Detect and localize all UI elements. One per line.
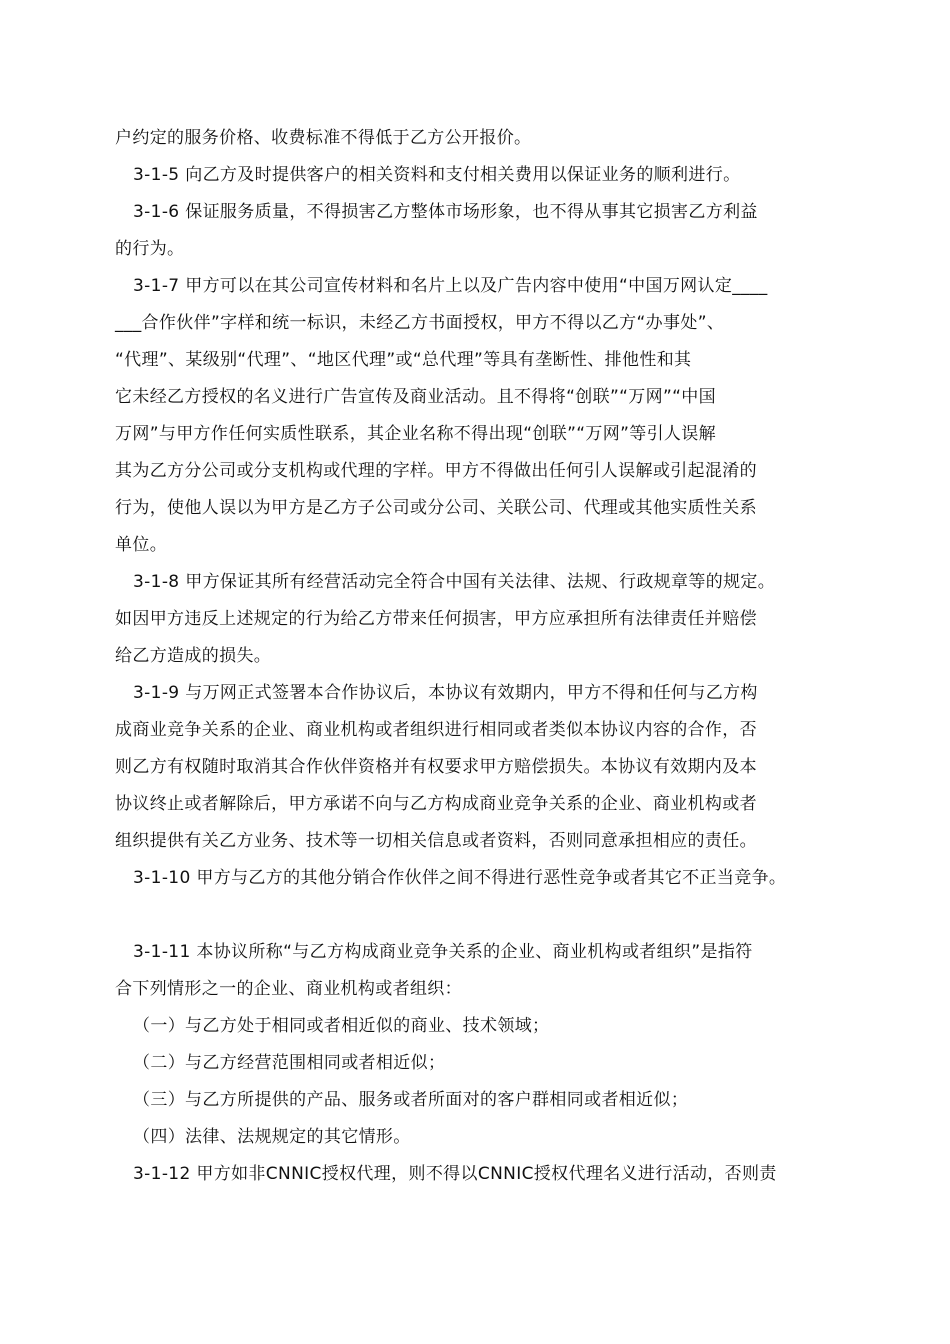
paragraph-line: 给乙方造成的损失。 bbox=[115, 646, 272, 666]
paragraph-line: 它未经乙方授权的名义进行广告宣传及商业活动。且不得将“创联”“万网”“中国 bbox=[115, 387, 716, 407]
clause-3-1-9: 3-1-9 与万网正式签署本合作协议后，本协议有效期内，甲方不得和任何与乙方构 bbox=[133, 683, 758, 703]
clause-3-1-12: 3-1-12 甲方如非CNNIC授权代理，则不得以CNNIC授权代理名义进行活动，否则责 bbox=[133, 1164, 777, 1184]
paragraph-line: 成商业竞争关系的企业、商业机构或者组织进行相同或者类似本协议内容的合作，否 bbox=[115, 720, 757, 740]
paragraph-line: 协议终止或者解除后，甲方承诺不向与乙方构成商业竞争关系的企业、商业机构或者 bbox=[115, 794, 757, 814]
paragraph-line: 组织提供有关乙方业务、技术等一切相关信息或者资料，否则同意承担相应的责任。 bbox=[115, 831, 757, 851]
clause-3-1-7: 3-1-7 甲方可以在其公司宣传材料和名片上以及广告内容中使用“中国万网认定____ bbox=[133, 276, 768, 296]
paragraph-line: 其为乙方分公司或分支机构或代理的字样。甲方不得做出任何引人误解或引起混淆的 bbox=[115, 461, 757, 481]
list-item-4: （四）法律、法规规定的其它情形。 bbox=[133, 1127, 411, 1147]
paragraph-line: 合下列情形之一的企业、商业机构或者组织： bbox=[115, 979, 462, 999]
clause-3-1-6: 3-1-6 保证服务质量，不得损害乙方整体市场形象，也不得从事其它损害乙方利益 bbox=[133, 202, 758, 222]
paragraph-line: ___合作伙伴”字样和统一标识，未经乙方书面授权，甲方不得以乙方“办事处”、 bbox=[115, 313, 725, 333]
paragraph-line: 如因甲方违反上述规定的行为给乙方带来任何损害，甲方应承担所有法律责任并赔偿 bbox=[115, 609, 757, 629]
list-item-1: （一）与乙方处于相同或者相近似的商业、技术领域； bbox=[133, 1016, 550, 1036]
paragraph-line: 行为，使他人误以为甲方是乙方子公司或分公司、关联公司、代理或其他实质性关系 bbox=[115, 498, 757, 518]
clause-3-1-5: 3-1-5 向乙方及时提供客户的相关资料和支付相关费用以保证业务的顺利进行。 bbox=[133, 165, 741, 185]
clause-3-1-8: 3-1-8 甲方保证其所有经营活动完全符合中国有关法律、法规、行政规章等的规定。 bbox=[133, 572, 776, 592]
document-body bbox=[115, 120, 840, 1193]
clause-3-1-10: 3-1-10 甲方与乙方的其他分销合作伙伴之间不得进行恶性竞争或者其它不正当竞争。 bbox=[133, 868, 787, 888]
paragraph-line: 的行为。 bbox=[115, 239, 185, 259]
paragraph-line: 户约定的服务价格、收费标准不得低于乙方公开报价。 bbox=[115, 128, 532, 148]
list-item-3: （三）与乙方所提供的产品、服务或者所面对的客户群相同或者相近似； bbox=[133, 1090, 689, 1110]
paragraph-line: 则乙方有权随时取消其合作伙伴资格并有权要求甲方赔偿损失。本协议有效期内及本 bbox=[115, 757, 757, 777]
paragraph-spacer bbox=[115, 897, 840, 934]
list-item-2: （二）与乙方经营范围相同或者相近似； bbox=[133, 1053, 446, 1073]
paragraph-line: “代理”、某级别“代理”、“地区代理”或“总代理”等具有垄断性、排他性和其 bbox=[115, 350, 692, 370]
paragraph-line: 万网”与甲方作任何实质性联系，其企业名称不得出现“创联”“万网”等引人误解 bbox=[115, 424, 716, 444]
clause-3-1-11: 3-1-11 本协议所称“与乙方构成商业竞争关系的企业、商业机构或者组织”是指符 bbox=[133, 942, 753, 962]
paragraph-line: 单位。 bbox=[115, 535, 168, 555]
